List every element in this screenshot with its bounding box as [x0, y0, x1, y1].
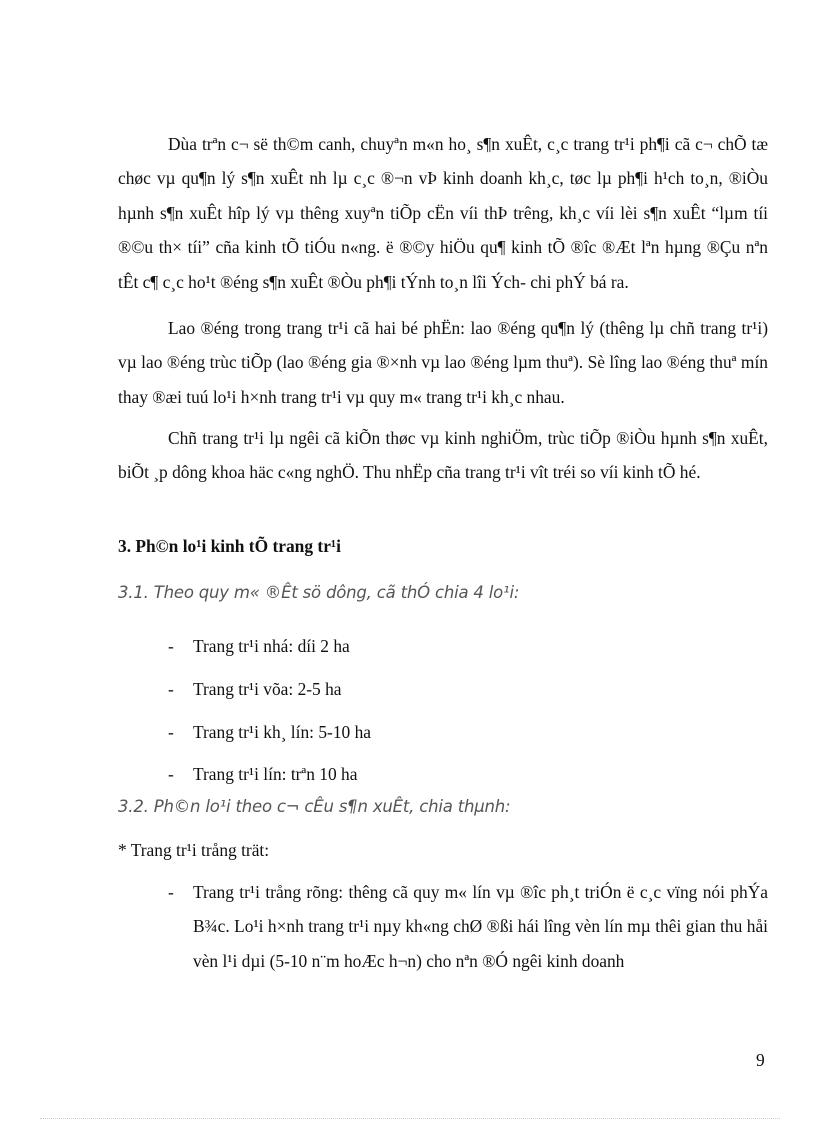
paragraph: Lao ®éng trong trang tr¹i cã hai bé phËn: lao ®éng qu¶n lý (thêng lµ chñ trang tr¹i) vµ lao ®éng trùc tiÕp (lao ®éng gia ®×nh vµ lao ®éng lµm thuª). Sè lîng lao ®éng thuª mín thay ®æi tuú lo¹i h×nh trang tr¹i vµ quy m« trang tr¹i kh¸c nhau. [118, 318, 768, 407]
page-number: 9 [756, 1050, 765, 1070]
list-item [168, 875, 768, 978]
list-item-text: Trang tr¹i trång rõng: thêng cã quy m« lín vµ ®îc ph¸t triÓn ë c¸c vïng nói phÝa B¾c. Lo¹i h×nh trang tr¹i nµy kh«ng chØ ®ßi hái lîng vèn lín mµ thêi gian thu håi vèn l¹i dµi (5-10 n¨m hoÆc h¬n) cho nªn ®Ó ngêi kinh doanh [193, 882, 768, 971]
subsection-heading: 3.1. Theo quy m« ®Êt sö dông, cã thÓ chia 4 lo¹i: [118, 583, 520, 602]
list-item-text: Trang tr¹i võa: 2-5 ha [193, 678, 342, 699]
list-item-text: Trang tr¹i lín: trªn 10 ha [193, 764, 358, 785]
list-marker: - [168, 764, 174, 785]
list-item-text: Trang tr¹i kh¸ lín: 5-10 ha [193, 721, 371, 742]
list-item [168, 711, 768, 754]
paragraph: Dùa trªn c¬ së th©m canh, chuyªn m«n ho¸ s¶n xuÊt, c¸c trang tr¹i ph¶i cã c¬ chÕ tæ chøc vµ qu¶n lý s¶n xuÊt nh lµ c¸c ®¬n vÞ kinh doanh kh¸c, tøc lµ ph¶i h¹ch to¸n, ®iÒu hµnh s¶n xuÊt hîp lý vµ thêng xuyªn tiÕp cËn víi thÞ trêng, kh¸c víi lèi s¶n xuÊt “lµm tíi ®©u th× tíi” cña kinh tÕ tiÓu n«ng. ë ®©y hiÖu qu¶ kinh tÕ ®îc ®Æt lªn hµng ®Çu nªn tÊt c¶ c¸c ho¹t ®éng s¶n xuÊt ®Òu ph¶i tÝnh to¸n lîi Ých- chi phÝ bá ra. [118, 134, 768, 292]
paragraph: Chñ trang tr¹i lµ ngêi cã kiÕn thøc vµ kinh nghiÖm, trùc tiÕp ®iÒu hµnh s¶n xuÊt, biÕt ¸p dông khoa häc c«ng nghÖ. Thu nhËp cña trang tr¹i vît tréi so víi kinh tÕ hé. [118, 428, 768, 483]
list-marker: - [168, 678, 174, 699]
list-marker: - [168, 721, 174, 742]
list-item [168, 625, 768, 668]
list-marker: - [168, 636, 174, 656]
section-heading: 3. Ph©n lo¹i kinh tÕ trang tr¹i [118, 536, 341, 556]
list-marker: - [168, 882, 174, 902]
bullet-list [168, 625, 768, 796]
list-item [168, 668, 768, 711]
category-label: * Trang tr¹i trång trät: [118, 840, 270, 860]
list-item [168, 753, 768, 796]
footer-divider [40, 1118, 780, 1119]
list-item-text: Trang tr¹i nhá: díi 2 ha [193, 636, 350, 656]
subsection-heading: 3.2. Ph©n lo¹i theo c¬ cÊu s¶n xuÊt, chia thµnh: [118, 797, 511, 816]
